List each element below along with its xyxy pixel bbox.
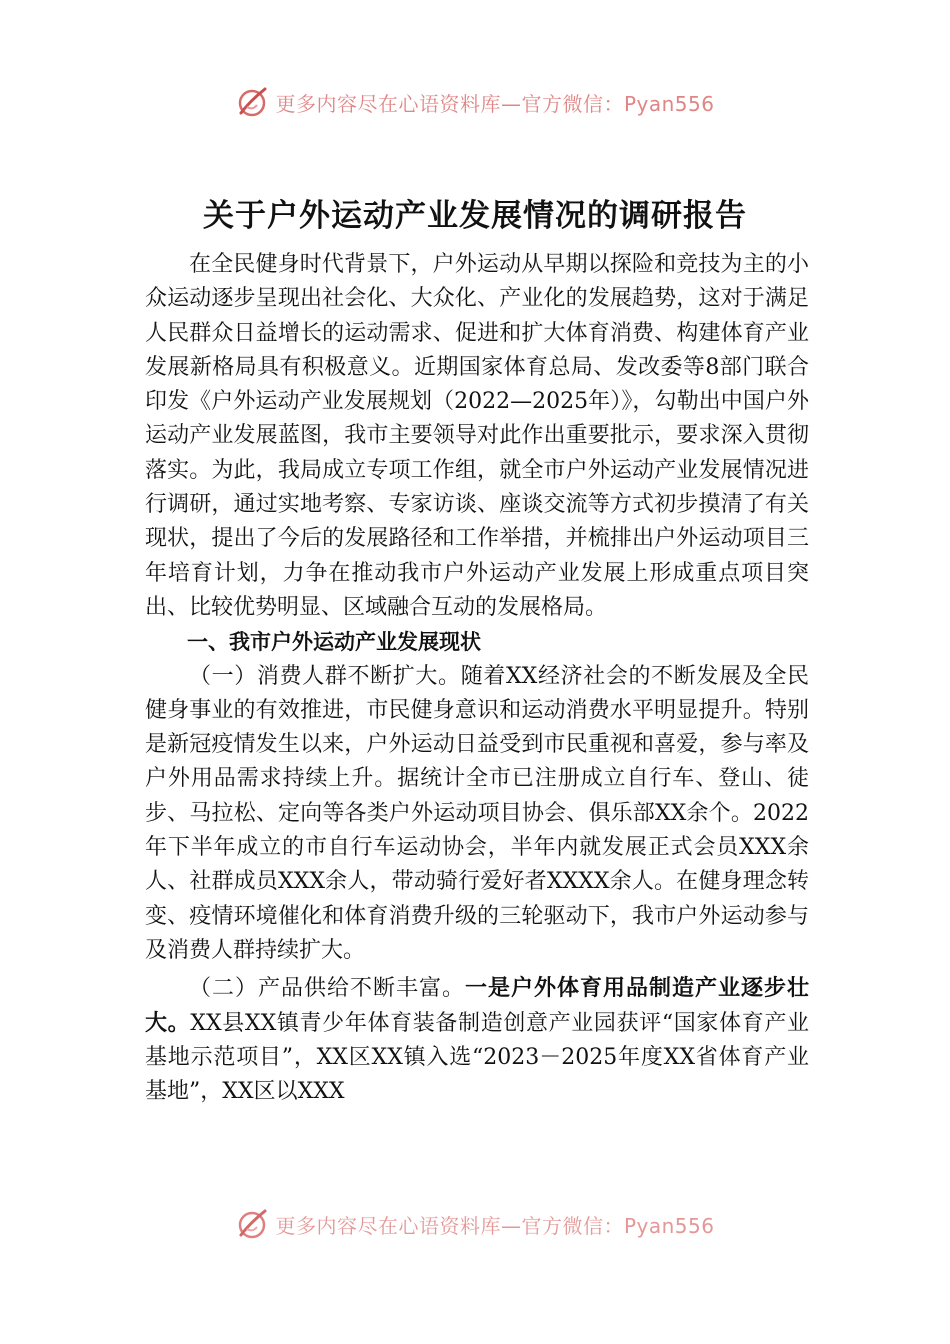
document-body	[145, 248, 809, 1109]
brush-logo-icon	[235, 85, 269, 119]
watermark-header	[0, 82, 950, 122]
watermark-text: 更多内容尽在心语资料库—官方微信：Pyan556	[275, 1213, 715, 1238]
subsection-2-paragraph	[145, 972, 809, 1109]
subsection-2-text: XX县XX镇青少年体育装备制造创意产业园获评“国家体育产业基地示范项目”，XX区XX镇入选“2023－2025年度XX省体育产业基地”，XX区以XXX	[145, 1010, 809, 1105]
document-title: 关于户外运动产业发展情况的调研报告	[203, 198, 747, 234]
subsection-1-paragraph: （一）消费人群不断扩大。随着XX经济社会的不断发展及全民健身事业的有效推进，市民健身意识和运动消费水平明显提升。特别是新冠疫情发生以来，户外运动日益受到市民重视和喜爱，参与率及户外用品需求持续上升。据统计全市已注册成立自行车、登山、徒步、马拉松、定向等各类户外运动项目协会、俱乐部XX余个。2022年下半年成立的市自行车运动协会，半年内就发展正式会员XXX余人、社群成员XXX余人，带动骑行爱好者XXXX余人。在健身理念转变、疫情环境催化和体育消费升级的三轮驱动下，我市户外运动参与及消费人群持续扩大。	[145, 663, 809, 963]
section-heading: 一、我市户外运动产业发展现状	[187, 630, 481, 655]
subsection-2-lead: （二）产品供给不断丰富。	[189, 976, 465, 1002]
watermark-footer	[0, 1204, 950, 1244]
intro-paragraph: 在全民健身时代背景下，户外运动从早期以探险和竞技为主的小众运动逐步呈现出社会化、大众化、产业化的发展趋势，这对于满足人民群众日益增长的运动需求、促进和扩大体育消费、构建体育产业发展新格局具有积极意义。近期国家体育总局、发改委等8部门联合印发《户外运动产业发展规划（2022—2025年）》，勾勒出中国户外运动产业发展蓝图，我市主要领导对此作出重要批示，要求深入贯彻落实。为此，我局成立专项工作组，就全市户外运动产业发展情况进行调研，通过实地考察、专家访谈、座谈交流等方式初步摸清了有关现状，提出了今后的发展路径和工作举措，并梳排出户外运动项目三年培育计划，力争在推动我市户外运动产业发展上形成重点项目突出、比较优势明显、区域融合互动的发展格局。	[145, 252, 809, 620]
watermark-text: 更多内容尽在心语资料库—官方微信：Pyan556	[275, 91, 715, 116]
brush-logo-icon	[235, 1207, 269, 1241]
subsection-2-bold-lead: 一是户外体育用品制造产业逐步壮大。	[145, 976, 809, 1036]
